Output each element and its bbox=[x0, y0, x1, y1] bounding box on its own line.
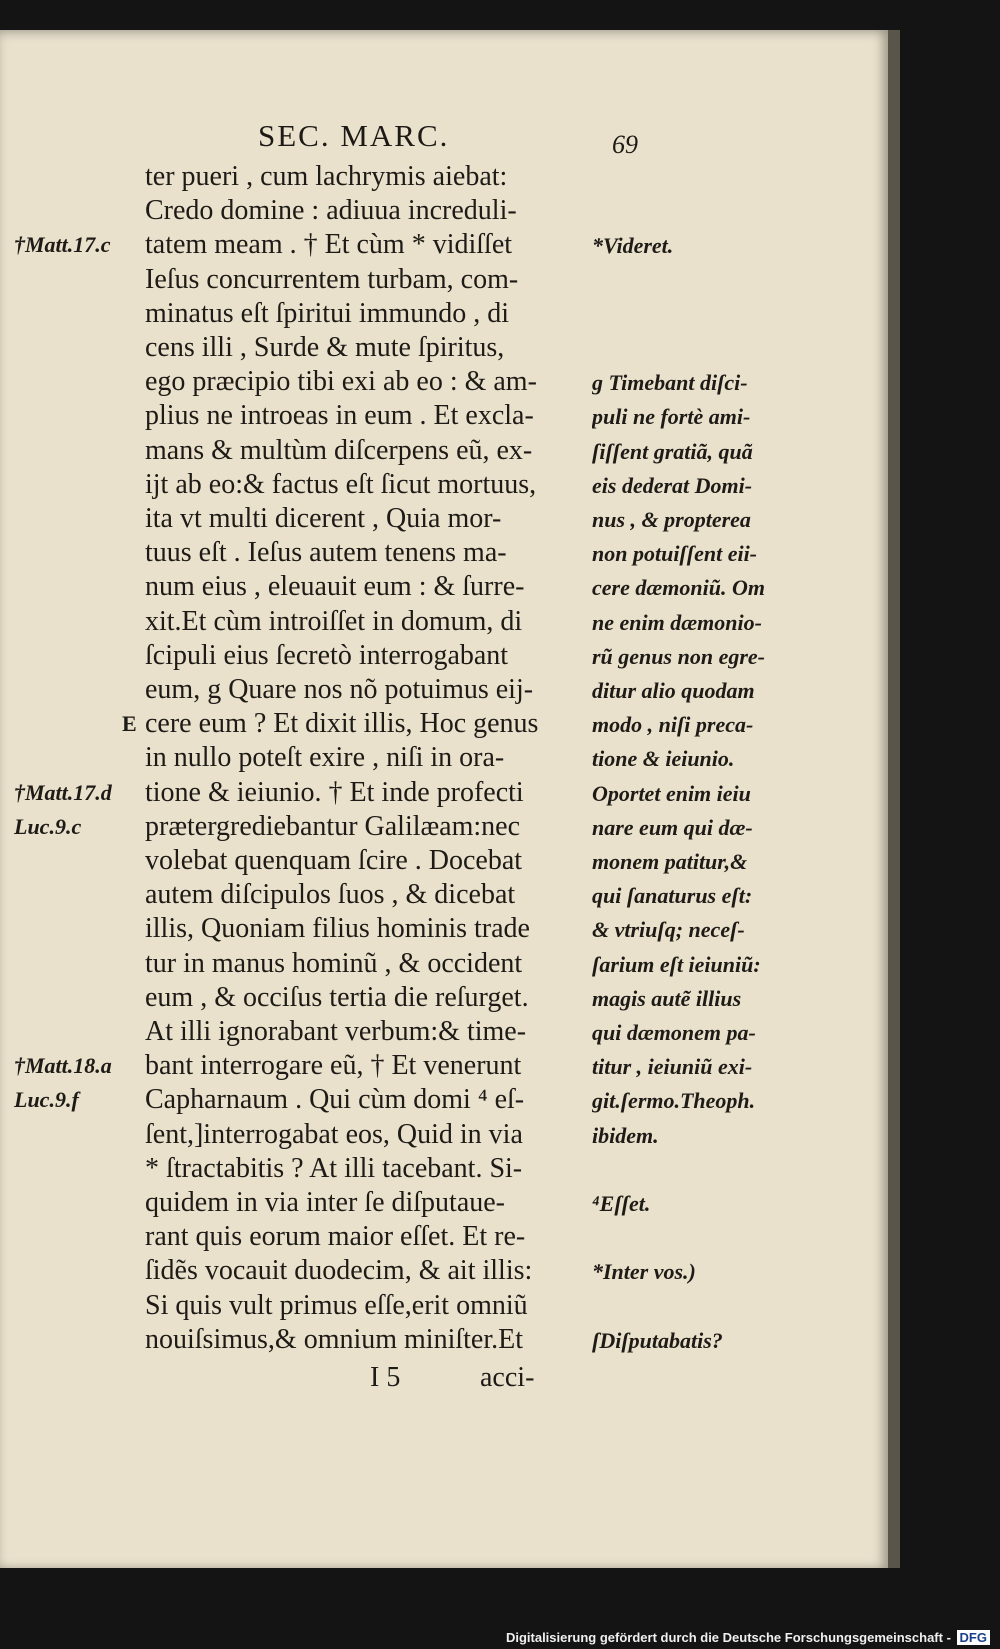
right-margin-note: ne enim dæmonio- bbox=[592, 609, 762, 635]
right-margin-note: git.ſermo.Theoph. bbox=[592, 1088, 756, 1114]
right-margin-note: tione & ieiunio. bbox=[592, 746, 735, 772]
text-line: tur in manus hominũ , & occident bbox=[145, 947, 523, 979]
right-margin-note: non potuiſſent eii- bbox=[592, 541, 758, 567]
text-line: Ieſus concurrentem turbam, com- bbox=[145, 263, 519, 295]
right-margin-note: Oportet enim ieiu bbox=[592, 780, 751, 806]
text-line: ter pueri , cum lachrymis aiebat: bbox=[145, 161, 508, 192]
left-margin-note: Luc.9.f bbox=[14, 1087, 79, 1113]
text-line: prætergrediebantur Galilæam:nec bbox=[145, 810, 521, 842]
text-line: ſent,]interrogabat eos, Quid in via bbox=[145, 1118, 523, 1150]
text-line: eum, g Quare nos nõ potuimus eij- bbox=[145, 674, 534, 705]
right-margin-note: ſDiſputabatis? bbox=[592, 1327, 723, 1353]
right-margin-note: ibidem. bbox=[592, 1122, 659, 1148]
page-edge bbox=[888, 30, 900, 1568]
right-margin-note: g Timebant diſci- bbox=[592, 370, 748, 396]
text-line: cens illi , Surde & mute ſpiritus, bbox=[145, 332, 505, 363]
text-line: autem diſcipulos ſuos , & dicebat bbox=[145, 879, 516, 911]
right-margin-note: qui dæmonem pa- bbox=[592, 1020, 756, 1045]
text-line: ego præcipio tibi exi ab eo : & am- bbox=[145, 366, 537, 398]
right-margin-note: ⁴Eſſet. bbox=[592, 1191, 651, 1216]
catchword: acci- bbox=[480, 1362, 535, 1393]
dfg-logo: DFG bbox=[957, 1630, 990, 1645]
text-line: ſidẽs vocauit duodecim, & ait illis: bbox=[145, 1255, 533, 1287]
text-line: num eius , eleuauit eum : & ſurre- bbox=[145, 571, 525, 603]
text-line: quidem in via inter ſe diſputaue- bbox=[145, 1187, 506, 1218]
text-line: ita vt multi dicerent , Quia mor- bbox=[145, 503, 502, 534]
text-line: mans & multùm diſcerpens eũ, ex- bbox=[145, 434, 533, 466]
text-line: minatus eſt ſpiritui immundo , di bbox=[145, 297, 509, 329]
text-line: tatem meam . † Et cùm * vidiſſet bbox=[145, 229, 513, 261]
right-margin-note: nus , & propterea bbox=[592, 507, 751, 532]
text-line: xit.Et cùm introiſſet in domum, di bbox=[145, 605, 523, 637]
right-margin-note: titur , ieiuniũ exi- bbox=[592, 1054, 753, 1080]
text-line: in nullo poteſt exire , niſi in ora- bbox=[145, 742, 505, 774]
right-margin-note: ditur alio quodam bbox=[592, 678, 755, 703]
right-margin-note: eis dederat Domi- bbox=[592, 472, 753, 498]
right-margin-note: nare eum qui dæ- bbox=[592, 814, 753, 840]
text-line: nouiſsimus,& omnium miniſter.Et bbox=[145, 1323, 524, 1355]
right-margin-note: ſiſſent gratiã, quã bbox=[592, 438, 753, 464]
digitization-footer bbox=[506, 1630, 990, 1645]
text-line: volebat quenquam ſcire . Docebat bbox=[145, 845, 523, 876]
text-line: rant quis eorum maior eſſet. Et re- bbox=[145, 1221, 526, 1253]
right-margin-note: *Videret. bbox=[592, 233, 674, 259]
signature-mark: I 5 bbox=[370, 1362, 401, 1393]
right-margin-note: puli ne fortè ami- bbox=[592, 404, 751, 430]
left-margin-note: †Matt.18.a bbox=[14, 1053, 112, 1079]
left-margin-note: †Matt.17.d bbox=[14, 779, 112, 805]
right-margin-note: monem patitur,& bbox=[592, 849, 748, 874]
text-line: bant interrogare eũ, † Et venerunt bbox=[145, 1050, 522, 1082]
text-line: At illi ignorabant verbum:& time- bbox=[145, 1016, 527, 1047]
text-line: Credo domine : adiuua increduli- bbox=[145, 195, 517, 227]
right-margin-note: cere dæmoniũ. Om bbox=[592, 575, 765, 601]
right-margin-note: *Inter vos.) bbox=[592, 1259, 696, 1285]
text-line: ſcipuli eius ſecretò interrogabant bbox=[145, 639, 509, 671]
right-margin-note: ſarium eſt ieiuniũ: bbox=[592, 951, 761, 977]
left-margin-note: Luc.9.c bbox=[14, 813, 82, 839]
right-margin-note: modo , niſi preca- bbox=[592, 712, 754, 738]
right-margin-note: & vtriuſq; neceſ- bbox=[592, 917, 745, 943]
text-line: * ſtractabitis ? At illi tacebant. Si- bbox=[145, 1152, 523, 1184]
text-line: Capharnaum . Qui cùm domi ⁴ eſ- bbox=[145, 1084, 525, 1116]
page-number: 69 bbox=[612, 130, 638, 159]
left-margin-note: †Matt.17.c bbox=[14, 232, 111, 258]
running-head: SEC. MARC. bbox=[258, 118, 450, 153]
text-line: tione & ieiunio. † Et inde profecti bbox=[145, 776, 524, 808]
text-line: Si quis vult primus eſſe,erit omniũ bbox=[145, 1289, 528, 1321]
right-margin-note: rũ genus non egre- bbox=[592, 643, 765, 669]
text-line: tuus eſt . Ieſus autem tenens ma- bbox=[145, 537, 507, 569]
text-line: ijt ab eo:& factus eſt ſicut mortuus, bbox=[145, 468, 537, 500]
right-margin-note: qui ſanaturus eſt: bbox=[592, 883, 753, 909]
left-margin-note: E bbox=[122, 711, 137, 737]
text-line: plius ne introeas in eum . Et excla- bbox=[145, 400, 534, 432]
right-margin-note: magis autẽ illius bbox=[592, 985, 742, 1011]
text-line: eum , & occiſus tertia die reſurget. bbox=[145, 981, 529, 1013]
footer-text: Digitalisierung gefördert durch die Deutsche Forschungsgemeinschaft - bbox=[505, 1630, 951, 1645]
text-line: illis, Quoniam filius hominis trade bbox=[145, 913, 530, 945]
text-line: cere eum ? Et dixit illis, Hoc genus bbox=[145, 708, 539, 740]
